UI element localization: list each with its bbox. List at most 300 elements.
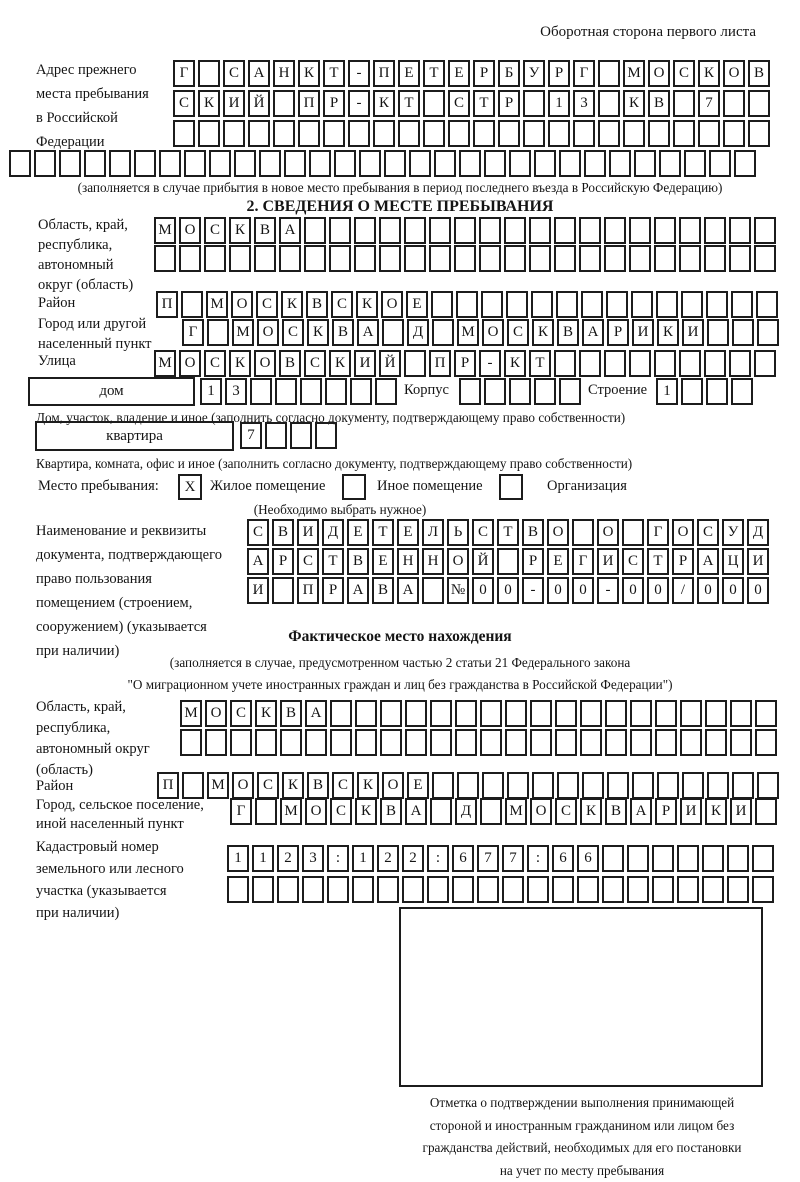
char-cell[interactable]: П [297, 577, 319, 604]
char-cell[interactable]: А [697, 548, 719, 575]
char-cell[interactable]: А [305, 700, 327, 727]
char-cell[interactable] [309, 150, 331, 177]
char-cell[interactable] [557, 772, 579, 799]
char-cell[interactable]: И [354, 350, 376, 377]
char-cell[interactable] [602, 876, 624, 903]
char-cell[interactable] [223, 120, 245, 147]
char-cell[interactable] [455, 729, 477, 756]
char-cell[interactable] [284, 150, 306, 177]
char-cell[interactable] [680, 729, 702, 756]
char-cell[interactable] [181, 291, 203, 318]
char-cell[interactable] [198, 60, 220, 87]
char-cell[interactable]: В [557, 319, 579, 346]
char-cell[interactable]: В [272, 519, 294, 546]
char-cell[interactable]: № [447, 577, 469, 604]
char-cell[interactable] [198, 120, 220, 147]
char-cell[interactable] [507, 772, 529, 799]
char-cell[interactable] [477, 876, 499, 903]
char-cell[interactable] [584, 150, 606, 177]
char-cell[interactable]: Е [448, 60, 470, 87]
char-cell[interactable] [579, 217, 601, 244]
char-cell[interactable]: - [348, 60, 370, 87]
char-cell[interactable] [580, 700, 602, 727]
char-cell[interactable] [350, 378, 372, 405]
char-cell[interactable] [354, 217, 376, 244]
char-cell[interactable]: М [180, 700, 202, 727]
char-cell[interactable] [255, 729, 277, 756]
char-cell[interactable] [459, 378, 481, 405]
char-cell[interactable] [731, 378, 753, 405]
char-cell[interactable] [730, 700, 752, 727]
char-cell[interactable]: Р [655, 798, 677, 825]
char-cell[interactable]: К [255, 700, 277, 727]
char-cell[interactable]: Г [647, 519, 669, 546]
char-cell[interactable]: О [547, 519, 569, 546]
char-cell[interactable] [429, 217, 451, 244]
char-cell[interactable]: 2 [402, 845, 424, 872]
char-cell[interactable]: Е [347, 519, 369, 546]
char-cell[interactable] [702, 845, 724, 872]
char-cell[interactable]: 0 [547, 577, 569, 604]
char-cell[interactable]: 3 [302, 845, 324, 872]
char-cell[interactable]: К [298, 60, 320, 87]
char-cell[interactable] [729, 350, 751, 377]
char-cell[interactable] [280, 729, 302, 756]
char-cell[interactable]: С [330, 798, 352, 825]
char-cell[interactable]: К [623, 90, 645, 117]
char-cell[interactable]: А [347, 577, 369, 604]
char-cell[interactable]: О [254, 350, 276, 377]
char-cell[interactable] [429, 245, 451, 272]
char-cell[interactable] [330, 700, 352, 727]
char-cell[interactable] [730, 729, 752, 756]
char-cell[interactable] [422, 577, 444, 604]
char-cell[interactable] [173, 120, 195, 147]
char-cell[interactable] [681, 291, 703, 318]
char-cell[interactable]: Т [647, 548, 669, 575]
char-cell[interactable]: С [673, 60, 695, 87]
char-cell[interactable]: Й [248, 90, 270, 117]
char-cell[interactable]: Д [322, 519, 344, 546]
char-cell[interactable]: С [204, 350, 226, 377]
char-cell[interactable]: 0 [722, 577, 744, 604]
char-cell[interactable]: В [605, 798, 627, 825]
char-cell[interactable] [572, 519, 594, 546]
char-cell[interactable] [382, 319, 404, 346]
char-cell[interactable]: И [682, 319, 704, 346]
char-cell[interactable]: Д [455, 798, 477, 825]
char-cell[interactable]: В [748, 60, 770, 87]
char-cell[interactable] [673, 90, 695, 117]
char-cell[interactable] [598, 90, 620, 117]
char-cell[interactable] [423, 90, 445, 117]
char-cell[interactable] [677, 876, 699, 903]
char-cell[interactable] [704, 350, 726, 377]
char-cell[interactable]: - [522, 577, 544, 604]
char-cell[interactable]: 1 [252, 845, 274, 872]
char-cell[interactable]: М [623, 60, 645, 87]
char-cell[interactable] [723, 120, 745, 147]
char-cell[interactable] [509, 378, 531, 405]
char-cell[interactable] [757, 772, 779, 799]
char-cell[interactable]: В [279, 350, 301, 377]
char-cell[interactable] [504, 217, 526, 244]
char-cell[interactable]: В [280, 700, 302, 727]
char-cell[interactable] [727, 876, 749, 903]
char-cell[interactable] [354, 245, 376, 272]
char-cell[interactable]: 0 [697, 577, 719, 604]
char-cell[interactable] [757, 319, 779, 346]
char-cell[interactable] [731, 291, 753, 318]
char-cell[interactable] [427, 876, 449, 903]
char-cell[interactable]: Г [182, 319, 204, 346]
char-cell[interactable]: М [505, 798, 527, 825]
char-cell[interactable]: Е [406, 291, 428, 318]
char-cell[interactable]: 3 [225, 378, 247, 405]
char-cell[interactable]: Н [397, 548, 419, 575]
char-cell[interactable]: В [347, 548, 369, 575]
char-cell[interactable] [704, 245, 726, 272]
char-cell[interactable] [432, 772, 454, 799]
char-cell[interactable]: Т [497, 519, 519, 546]
char-cell[interactable] [555, 700, 577, 727]
char-cell[interactable]: М [154, 217, 176, 244]
stay-type-checkbox-organization[interactable] [499, 474, 523, 500]
char-cell[interactable] [523, 120, 545, 147]
char-cell[interactable]: Г [572, 548, 594, 575]
char-cell[interactable] [705, 729, 727, 756]
char-cell[interactable]: К [373, 90, 395, 117]
char-cell[interactable]: М [207, 772, 229, 799]
char-cell[interactable]: К [229, 350, 251, 377]
char-cell[interactable]: 2 [277, 845, 299, 872]
char-cell[interactable] [748, 90, 770, 117]
char-cell[interactable] [84, 150, 106, 177]
char-cell[interactable] [529, 217, 551, 244]
char-cell[interactable]: С [223, 60, 245, 87]
char-cell[interactable]: Р [498, 90, 520, 117]
char-cell[interactable] [380, 729, 402, 756]
char-cell[interactable] [298, 120, 320, 147]
char-cell[interactable]: 6 [552, 845, 574, 872]
char-cell[interactable] [248, 120, 270, 147]
char-cell[interactable]: А [357, 319, 379, 346]
char-cell[interactable] [655, 729, 677, 756]
char-cell[interactable] [327, 876, 349, 903]
char-cell[interactable] [304, 245, 326, 272]
char-cell[interactable] [404, 217, 426, 244]
char-cell[interactable] [709, 150, 731, 177]
char-cell[interactable] [265, 422, 287, 449]
char-cell[interactable] [384, 150, 406, 177]
char-cell[interactable] [554, 350, 576, 377]
char-cell[interactable] [355, 700, 377, 727]
char-cell[interactable]: 0 [747, 577, 769, 604]
char-cell[interactable] [756, 291, 778, 318]
char-cell[interactable] [502, 876, 524, 903]
char-cell[interactable]: М [232, 319, 254, 346]
char-cell[interactable] [430, 700, 452, 727]
char-cell[interactable]: С [304, 350, 326, 377]
char-cell[interactable] [404, 350, 426, 377]
char-cell[interactable]: И [680, 798, 702, 825]
char-cell[interactable]: С [297, 548, 319, 575]
char-cell[interactable] [654, 350, 676, 377]
char-cell[interactable] [402, 876, 424, 903]
char-cell[interactable] [755, 729, 777, 756]
char-cell[interactable] [480, 798, 502, 825]
char-cell[interactable]: С [257, 772, 279, 799]
char-cell[interactable] [252, 876, 274, 903]
char-cell[interactable]: Р [473, 60, 495, 87]
char-cell[interactable] [604, 217, 626, 244]
char-cell[interactable] [275, 378, 297, 405]
char-cell[interactable] [629, 350, 651, 377]
char-cell[interactable] [656, 291, 678, 318]
char-cell[interactable] [532, 772, 554, 799]
char-cell[interactable] [323, 120, 345, 147]
char-cell[interactable] [254, 245, 276, 272]
char-cell[interactable]: А [248, 60, 270, 87]
char-cell[interactable]: Р [272, 548, 294, 575]
char-cell[interactable] [377, 876, 399, 903]
char-cell[interactable]: 1 [656, 378, 678, 405]
char-cell[interactable] [505, 729, 527, 756]
char-cell[interactable]: О [232, 772, 254, 799]
char-cell[interactable] [279, 245, 301, 272]
char-cell[interactable] [304, 217, 326, 244]
char-cell[interactable]: Е [372, 548, 394, 575]
char-cell[interactable]: С [247, 519, 269, 546]
char-cell[interactable] [9, 150, 31, 177]
char-cell[interactable] [556, 291, 578, 318]
char-cell[interactable] [154, 245, 176, 272]
char-cell[interactable]: В [254, 217, 276, 244]
char-cell[interactable]: К [357, 772, 379, 799]
char-cell[interactable] [752, 876, 774, 903]
char-cell[interactable]: 0 [572, 577, 594, 604]
char-cell[interactable]: Р [672, 548, 694, 575]
char-cell[interactable] [582, 772, 604, 799]
char-cell[interactable] [482, 772, 504, 799]
char-cell[interactable]: Г [573, 60, 595, 87]
char-cell[interactable] [734, 150, 756, 177]
char-cell[interactable]: : [427, 845, 449, 872]
char-cell[interactable] [598, 120, 620, 147]
char-cell[interactable] [180, 729, 202, 756]
char-cell[interactable]: 7 [698, 90, 720, 117]
char-cell[interactable]: Р [607, 319, 629, 346]
char-cell[interactable]: Е [397, 519, 419, 546]
char-cell[interactable]: Р [323, 90, 345, 117]
char-cell[interactable] [554, 217, 576, 244]
char-cell[interactable] [727, 845, 749, 872]
char-cell[interactable] [677, 845, 699, 872]
char-cell[interactable] [481, 291, 503, 318]
char-cell[interactable] [634, 150, 656, 177]
char-cell[interactable]: Д [407, 319, 429, 346]
char-cell[interactable]: У [722, 519, 744, 546]
char-cell[interactable]: О [648, 60, 670, 87]
char-cell[interactable] [359, 150, 381, 177]
char-cell[interactable]: 7 [502, 845, 524, 872]
char-cell[interactable] [748, 120, 770, 147]
char-cell[interactable] [355, 729, 377, 756]
char-cell[interactable] [380, 700, 402, 727]
char-cell[interactable]: 2 [377, 845, 399, 872]
char-cell[interactable]: 3 [573, 90, 595, 117]
char-cell[interactable]: В [372, 577, 394, 604]
char-cell[interactable] [182, 772, 204, 799]
char-cell[interactable]: 0 [647, 577, 669, 604]
char-cell[interactable]: Ц [722, 548, 744, 575]
char-cell[interactable] [479, 217, 501, 244]
char-cell[interactable]: И [597, 548, 619, 575]
char-cell[interactable] [657, 772, 679, 799]
char-cell[interactable] [607, 772, 629, 799]
char-cell[interactable]: А [630, 798, 652, 825]
char-cell[interactable]: И [747, 548, 769, 575]
char-cell[interactable]: С [507, 319, 529, 346]
char-cell[interactable]: К [198, 90, 220, 117]
char-cell[interactable] [456, 291, 478, 318]
char-cell[interactable] [272, 577, 294, 604]
char-cell[interactable] [259, 150, 281, 177]
char-cell[interactable] [404, 245, 426, 272]
char-cell[interactable]: Г [173, 60, 195, 87]
char-cell[interactable]: С [697, 519, 719, 546]
char-cell[interactable] [423, 120, 445, 147]
char-cell[interactable]: С [282, 319, 304, 346]
char-cell[interactable] [704, 217, 726, 244]
char-cell[interactable] [109, 150, 131, 177]
char-cell[interactable] [648, 120, 670, 147]
char-cell[interactable] [555, 729, 577, 756]
char-cell[interactable]: С [622, 548, 644, 575]
char-cell[interactable]: - [479, 350, 501, 377]
char-cell[interactable]: - [348, 90, 370, 117]
char-cell[interactable] [379, 245, 401, 272]
char-cell[interactable] [455, 700, 477, 727]
char-cell[interactable]: М [457, 319, 479, 346]
char-cell[interactable]: П [429, 350, 451, 377]
char-cell[interactable] [59, 150, 81, 177]
char-cell[interactable] [484, 150, 506, 177]
char-cell[interactable] [498, 120, 520, 147]
char-cell[interactable] [179, 245, 201, 272]
char-cell[interactable] [523, 90, 545, 117]
char-cell[interactable]: С [555, 798, 577, 825]
char-cell[interactable] [227, 876, 249, 903]
char-cell[interactable]: К [282, 772, 304, 799]
char-cell[interactable] [654, 217, 676, 244]
char-cell[interactable] [609, 150, 631, 177]
char-cell[interactable]: И [297, 519, 319, 546]
char-cell[interactable] [209, 150, 231, 177]
char-cell[interactable] [505, 700, 527, 727]
char-cell[interactable] [681, 378, 703, 405]
char-cell[interactable]: С [256, 291, 278, 318]
char-cell[interactable] [604, 245, 626, 272]
char-cell[interactable] [627, 845, 649, 872]
char-cell[interactable] [34, 150, 56, 177]
char-cell[interactable] [602, 845, 624, 872]
char-cell[interactable]: 7 [477, 845, 499, 872]
char-cell[interactable] [654, 245, 676, 272]
char-cell[interactable]: О [723, 60, 745, 87]
char-cell[interactable] [329, 217, 351, 244]
char-cell[interactable] [432, 319, 454, 346]
char-cell[interactable] [457, 772, 479, 799]
char-cell[interactable] [207, 319, 229, 346]
char-cell[interactable] [702, 876, 724, 903]
char-cell[interactable]: А [279, 217, 301, 244]
char-cell[interactable]: С [331, 291, 353, 318]
char-cell[interactable] [255, 798, 277, 825]
char-cell[interactable]: 1 [227, 845, 249, 872]
char-cell[interactable] [723, 90, 745, 117]
char-cell[interactable] [581, 291, 603, 318]
char-cell[interactable] [305, 729, 327, 756]
char-cell[interactable]: О [381, 291, 403, 318]
char-cell[interactable]: И [730, 798, 752, 825]
char-cell[interactable]: 7 [240, 422, 262, 449]
char-cell[interactable]: И [247, 577, 269, 604]
char-cell[interactable] [480, 729, 502, 756]
char-cell[interactable]: И [223, 90, 245, 117]
char-cell[interactable] [527, 876, 549, 903]
char-cell[interactable]: Р [522, 548, 544, 575]
char-cell[interactable]: О [205, 700, 227, 727]
char-cell[interactable] [680, 700, 702, 727]
char-cell[interactable]: 0 [497, 577, 519, 604]
char-cell[interactable] [577, 876, 599, 903]
char-cell[interactable] [729, 245, 751, 272]
char-cell[interactable] [632, 772, 654, 799]
char-cell[interactable] [330, 729, 352, 756]
char-cell[interactable]: О [305, 798, 327, 825]
char-cell[interactable] [630, 729, 652, 756]
char-cell[interactable] [559, 150, 581, 177]
char-cell[interactable] [754, 350, 776, 377]
char-cell[interactable] [205, 729, 227, 756]
char-cell[interactable]: Т [529, 350, 551, 377]
char-cell[interactable] [273, 120, 295, 147]
char-cell[interactable]: П [298, 90, 320, 117]
char-cell[interactable]: В [306, 291, 328, 318]
char-cell[interactable] [534, 378, 556, 405]
char-cell[interactable] [430, 729, 452, 756]
char-cell[interactable] [732, 319, 754, 346]
char-cell[interactable]: С [230, 700, 252, 727]
char-cell[interactable]: О [179, 350, 201, 377]
char-cell[interactable]: С [204, 217, 226, 244]
char-cell[interactable]: Б [498, 60, 520, 87]
char-cell[interactable]: Т [423, 60, 445, 87]
char-cell[interactable] [484, 378, 506, 405]
char-cell[interactable] [682, 772, 704, 799]
char-cell[interactable]: К [532, 319, 554, 346]
char-cell[interactable]: Е [407, 772, 429, 799]
char-cell[interactable] [622, 519, 644, 546]
char-cell[interactable]: С [332, 772, 354, 799]
char-cell[interactable]: 1 [352, 845, 374, 872]
char-cell[interactable] [504, 245, 526, 272]
char-cell[interactable]: М [206, 291, 228, 318]
char-cell[interactable]: С [448, 90, 470, 117]
char-cell[interactable] [452, 876, 474, 903]
char-cell[interactable]: Н [422, 548, 444, 575]
